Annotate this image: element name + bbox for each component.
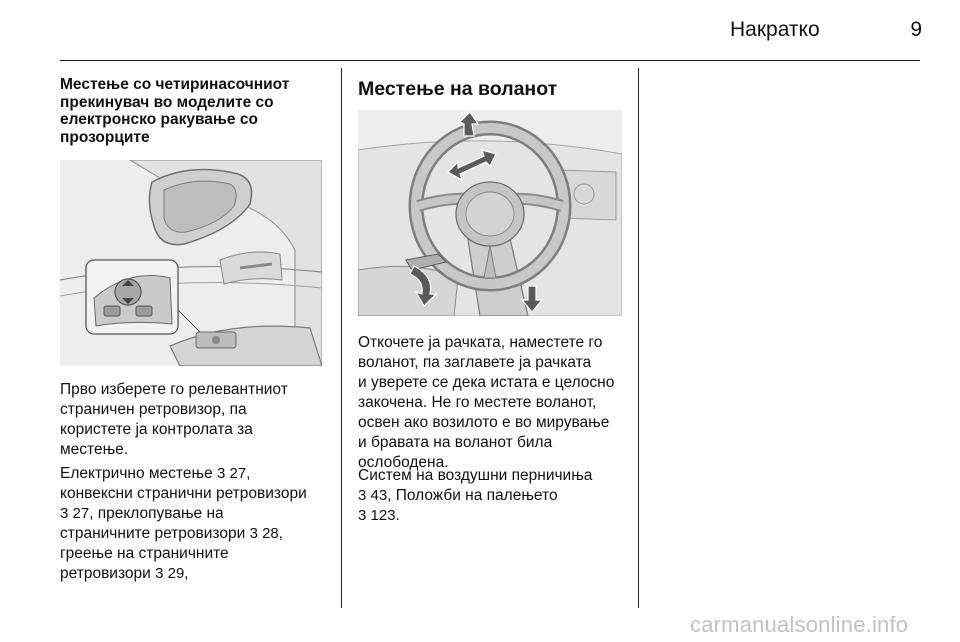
text-line xyxy=(60,564,335,584)
mirror-control-drawing xyxy=(60,160,322,366)
reference-text: Електрично местење xyxy=(60,465,213,482)
page-reference-link[interactable]: 3 27, xyxy=(217,465,251,482)
page-number: 9 xyxy=(910,18,922,41)
text-line xyxy=(60,524,335,544)
page-reference-link[interactable]: 3 27, xyxy=(60,505,94,522)
text-line xyxy=(358,486,630,506)
text-line: конвексни странични ретровизори xyxy=(60,485,307,502)
reference-text: ретровизори xyxy=(60,565,151,582)
heading-line: прекинувач во моделите со xyxy=(60,93,274,111)
page-reference-link[interactable]: 3 123. xyxy=(358,507,400,524)
mirror-section-heading xyxy=(60,76,330,146)
text-line: и бравата на воланот била xyxy=(358,434,553,451)
steering-references-paragraph xyxy=(358,466,630,526)
page-reference-link[interactable]: 3 29, xyxy=(155,565,189,582)
text-line: местење. xyxy=(60,441,129,458)
steering-wheel-illustration xyxy=(358,110,622,316)
text-line: греење на страничните xyxy=(60,545,229,562)
column-divider-left xyxy=(341,68,342,608)
text-line: ослободена. xyxy=(358,454,449,471)
text-line: Откочете ја рачката, наместете го xyxy=(358,334,603,351)
heading-line: Местење со четиринасочниот xyxy=(60,76,290,93)
mirror-instruction-paragraph xyxy=(60,380,335,460)
reference-text: преклопување на xyxy=(97,505,224,522)
text-line: закочена. Не го местете воланот, xyxy=(358,394,597,411)
steering-instruction-paragraph xyxy=(358,333,630,473)
heading-line: електронско ракување со xyxy=(60,111,258,128)
text-line: Прво изберете го релевантниот xyxy=(60,381,288,398)
text-line: страничен ретровизор, па xyxy=(60,401,247,418)
text-line xyxy=(60,504,335,524)
heading-line: прозорците xyxy=(60,128,150,146)
header-rule xyxy=(60,60,920,61)
reference-text: страничните ретровизори xyxy=(60,525,246,542)
mirror-references-paragraph xyxy=(60,464,335,584)
mirror-control-illustration xyxy=(60,160,322,366)
text-line: користете ја контролата за xyxy=(60,421,253,438)
page-reference-link[interactable]: 3 28, xyxy=(249,525,283,542)
text-line: воланот, па заглавете ја рачката xyxy=(358,354,592,371)
site-watermark: carmanualsonline.info xyxy=(690,612,909,637)
steering-section-heading: Местење на воланот xyxy=(358,78,558,100)
text-line: Систем на воздушни перничиња xyxy=(358,467,593,484)
text-line: и уверете се дека истата е целосно xyxy=(358,374,615,391)
page-reference-link[interactable]: 3 43, xyxy=(358,487,392,504)
text-line xyxy=(60,464,335,484)
reference-text: Положби на палењето xyxy=(395,487,558,504)
running-header-title: Накратко xyxy=(730,18,820,41)
text-line xyxy=(358,506,630,526)
steering-wheel-drawing xyxy=(358,110,622,316)
column-divider-right xyxy=(638,68,639,608)
text-line: освен ако возилото е во мирување xyxy=(358,414,610,431)
